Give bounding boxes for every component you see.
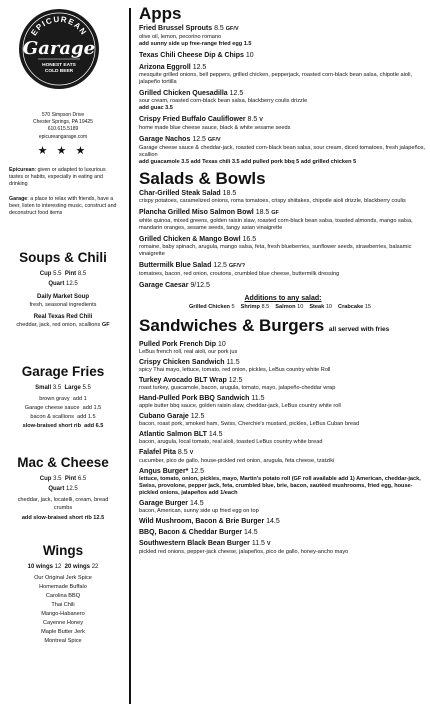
salad-item bbox=[139, 189, 427, 205]
wing-flavor: Carolina BBQ bbox=[45, 593, 81, 599]
item-desc: cheddar, jack, red onion, scallions bbox=[16, 322, 101, 328]
addition-price: 15 bbox=[364, 304, 372, 310]
sandwich-item bbox=[139, 517, 427, 526]
sandwiches-title: Sandwiches & Burgers bbox=[139, 316, 325, 335]
item-desc: Garage cheese sauce & cheddar-jack, roasted corn-black bean salsa, sour cream, diced tomatoes, fresh jalapeños, scallion bbox=[139, 145, 426, 158]
addition-price: 10 bbox=[325, 304, 333, 310]
item-name: Plancha Grilled Miso Salmon Bowl bbox=[139, 209, 254, 216]
item-name: Southwestern Black Bean Burger bbox=[139, 540, 250, 547]
sandwich-item bbox=[139, 394, 427, 410]
wings-title: Wings bbox=[42, 543, 84, 558]
apps-list bbox=[139, 24, 427, 166]
app-item bbox=[139, 63, 427, 86]
item-desc: romaine, baby spinach, arugula, mango salsa, feta, fresh blueberries, sunflower seeds, strawberries, balsamic vinaigrette bbox=[139, 244, 412, 257]
item-price: 10 bbox=[217, 341, 226, 348]
item-desc: LeBus french roll, real aioli, our pork jus bbox=[139, 349, 238, 355]
item-desc: bacon, roast pork, smoked ham, Swiss, Cherchie's mustard, pickles, LeBus Cuban bread bbox=[139, 421, 360, 427]
wings-section bbox=[0, 543, 126, 646]
wing-flavor: Mango-Habanero bbox=[41, 611, 85, 617]
item-price: 18.5 bbox=[255, 209, 270, 216]
item-price: 8.5 bbox=[214, 25, 224, 32]
item-tag: V bbox=[266, 541, 271, 547]
item-price: 12.5 bbox=[192, 136, 206, 143]
price-label: Quart bbox=[48, 486, 65, 492]
wing-flavor: Cayenne Honey bbox=[42, 620, 84, 626]
item-price: 14.5 bbox=[244, 529, 258, 536]
wing-flavor: Our Original Jerk Spice bbox=[34, 575, 92, 581]
address-city: Chester Springs, PA 19425 bbox=[33, 119, 93, 126]
item-name: Hand-Pulled Pork BBQ Sandwich bbox=[139, 395, 250, 402]
item-desc: roast turkey, guacamole, bacon, arugula, tomato, mayo, jalapeño-cheddar wrap bbox=[139, 385, 336, 391]
definition-epicurean bbox=[9, 167, 117, 188]
item-title bbox=[139, 539, 427, 549]
item-tag: GF/V? bbox=[228, 263, 246, 269]
item-name: BBQ, Bacon & Cheddar Burger bbox=[139, 529, 243, 536]
item-name: Crispy Fried Buffalo Cauliflower bbox=[139, 116, 246, 123]
wings-prices bbox=[0, 562, 126, 572]
fries-shortrib: slow-braised short rib add 6.5 bbox=[22, 423, 104, 429]
item-title bbox=[139, 528, 427, 537]
soups-prices-quart bbox=[0, 279, 126, 289]
right-column bbox=[139, 4, 427, 558]
price-value: 22 bbox=[91, 564, 99, 570]
item-desc: mesquite grilled onions, bell peppers, grilled chicken, pepperjack, roasted corn-black bean salsa, chipotle aioli, jalapeño tortilla bbox=[139, 72, 413, 85]
mac-prices-quart bbox=[0, 484, 126, 494]
item-desc: spicy Thai mayo, lettuce, tomato, red onion, pickles, LeBus country white Roll bbox=[139, 367, 331, 373]
item-name: Crispy Chicken Sandwich bbox=[139, 359, 225, 366]
item-name: Cubano Garaje bbox=[139, 413, 189, 420]
price-value: 3.5 bbox=[52, 385, 62, 391]
item-name: Arizona Eggroll bbox=[139, 64, 191, 71]
item-desc: apple butter bbq sauce, golden raisin slaw, cheddar-jack, LeBus country white roll bbox=[139, 403, 341, 409]
addition-name: Crabcake bbox=[338, 304, 364, 310]
logo-tagline-2: COLD BEER bbox=[44, 69, 74, 74]
salads-list bbox=[139, 189, 427, 290]
sandwich-item bbox=[139, 467, 427, 497]
item-title bbox=[139, 189, 427, 198]
item-add: add guac 3.5 bbox=[139, 105, 173, 111]
salad-item bbox=[139, 208, 427, 232]
item-title bbox=[139, 89, 427, 98]
addition-name: Salmon bbox=[275, 304, 296, 310]
item-price: 12.5 bbox=[213, 262, 227, 269]
addition-name: Grilled Chicken bbox=[188, 304, 230, 310]
sandwich-item bbox=[139, 412, 427, 428]
logo-tagline-1: HONEST EATS bbox=[42, 63, 76, 68]
salad-additions bbox=[139, 303, 427, 311]
item-desc: cucumber, pico de gallo, house-pickled red onion, arugula, feta cheese, tzatziki bbox=[139, 458, 335, 464]
item-title bbox=[139, 430, 427, 439]
item-name: Garage Nachos bbox=[139, 136, 191, 143]
wing-flavor: Homemade Buffalo bbox=[39, 584, 87, 590]
item-title bbox=[139, 517, 427, 526]
price-label: Pint bbox=[64, 271, 77, 277]
sandwich-item bbox=[139, 430, 427, 446]
item-title bbox=[139, 340, 427, 349]
item-price: 12.5 bbox=[192, 64, 207, 71]
column-divider bbox=[129, 8, 131, 704]
item-name: Grilled Chicken Quesadilla bbox=[139, 90, 228, 97]
item-title bbox=[139, 261, 427, 271]
soups-title: Soups & Chili bbox=[19, 250, 107, 265]
sandwich-item bbox=[139, 358, 427, 374]
item-title bbox=[139, 115, 427, 125]
sandwich-item bbox=[139, 376, 427, 392]
sandwich-item bbox=[139, 448, 427, 465]
item-title bbox=[139, 63, 427, 72]
item-name: Char-Grilled Steak Salad bbox=[139, 190, 221, 197]
item-name: Atlantic Salmon BLT bbox=[139, 431, 207, 438]
addition-price: 8.5 bbox=[261, 304, 270, 310]
item-tag: V bbox=[259, 117, 263, 123]
phone-number[interactable]: 610.615.5189 bbox=[47, 126, 79, 133]
item-name: Pulled Pork French Dip bbox=[139, 341, 217, 348]
item-price: 9/12.5 bbox=[190, 282, 210, 289]
item-price: 8.5 bbox=[177, 449, 188, 456]
price-label: Pint bbox=[64, 476, 77, 482]
item-name: Fried Brussel Sprouts bbox=[139, 25, 213, 32]
logo-top-text: EPICUREAN bbox=[29, 14, 89, 38]
addition-name: Shrimp bbox=[240, 304, 260, 310]
item-title bbox=[139, 412, 427, 421]
mac-section bbox=[0, 455, 126, 523]
item-desc: home made blue cheese sauce, black & white sesame seeds bbox=[139, 125, 291, 131]
item-name: Wild Mushroom, Bacon & Brie Burger bbox=[139, 518, 265, 525]
item-price: 12.5 bbox=[190, 468, 204, 475]
app-item bbox=[139, 115, 427, 132]
star-divider: ★ ★ ★ bbox=[37, 145, 89, 157]
item-title bbox=[139, 135, 427, 145]
price-label: Cup bbox=[39, 476, 52, 482]
salad-item bbox=[139, 235, 427, 258]
definition-term: Epicurean bbox=[9, 167, 35, 173]
salad-addition bbox=[309, 304, 332, 310]
item-desc: lettuce, tomato, onion, pickles, mayo, Martin's potato roll (GF roll available add 1) American, cheddar-jack, Swiss, provolone, pepper jack, feta, crumbled blue, brie, bacon, sautéed mushrooms, fried egg, house-pickled onions, jalapeños add 1/each bbox=[139, 476, 421, 496]
item-title bbox=[139, 448, 427, 458]
salad-addition bbox=[241, 304, 270, 310]
mac-title: Mac & Cheese bbox=[17, 455, 109, 470]
fries-section bbox=[0, 364, 126, 431]
sandwiches-list bbox=[139, 340, 427, 556]
item-title bbox=[139, 235, 427, 244]
app-item bbox=[139, 89, 427, 112]
daily-soup-desc: fresh, seasonal ingredients bbox=[29, 302, 97, 308]
definition-text: : a place to relax with friends, have a beer, listen to interesting music, construct and deconstruct food items bbox=[9, 196, 117, 216]
item-add: add sunny side up free-range fried egg 1.5 bbox=[139, 41, 252, 47]
item-name: Falafel Pita bbox=[139, 449, 176, 456]
item-title bbox=[139, 499, 427, 508]
item-title bbox=[139, 51, 427, 60]
item-title bbox=[139, 358, 427, 367]
item-name: Grilled Chicken & Mango Bowl bbox=[139, 236, 241, 243]
item-name: Garage Caesar bbox=[139, 282, 189, 289]
item-desc: white quinoa, mixed greens, golden raisin slaw, roasted corn-black bean salsa, toasted almonds, mango salsa, mandarin oranges, sesame seeds, tangy asian vinaigrette bbox=[139, 218, 413, 231]
epicurean-garage-logo bbox=[18, 8, 100, 90]
item-desc: olive oil, lemon, pecorino romano bbox=[139, 34, 222, 40]
sandwich-item bbox=[139, 340, 427, 356]
wing-flavor-list bbox=[0, 574, 126, 646]
item-name: Turkey Avocado BLT Wrap bbox=[139, 377, 227, 384]
logo-name: Garage bbox=[22, 38, 96, 59]
item-price: 16.5 bbox=[242, 236, 257, 243]
item-name: Buttermilk Blue Salad bbox=[139, 262, 212, 269]
price-value: 12.5 bbox=[66, 486, 78, 492]
item-name: Texas Chili Cheese Dip & Chips bbox=[139, 52, 244, 59]
price-label: Large bbox=[64, 385, 81, 391]
mac-add: add slow-braised short rib 12.5 bbox=[21, 515, 105, 521]
salads-title: Salads & Bowls bbox=[139, 169, 266, 188]
price-value: 12.5 bbox=[66, 281, 78, 287]
item-desc: pickled red onions, pepper-jack cheese, jalapeños, pico de gallo, honey-ancho mayo bbox=[139, 549, 349, 555]
item-desc: bacon, arugula, local tomato, real aioli, toasted LeBus country white bread bbox=[139, 439, 323, 445]
item-tag: V bbox=[189, 450, 194, 456]
item-title bbox=[139, 394, 427, 403]
price-value: 12 bbox=[54, 564, 62, 570]
item-price: 12.5 bbox=[229, 90, 244, 97]
wing-flavor: Maple Butter Jerk bbox=[41, 629, 85, 635]
salad-item bbox=[139, 261, 427, 278]
item-price: 14.5 bbox=[189, 500, 204, 507]
price-value: 5.5 bbox=[53, 271, 62, 277]
item-price: 14.5 bbox=[208, 431, 223, 438]
daily-soup bbox=[0, 292, 126, 302]
soups-prices bbox=[0, 269, 126, 279]
salad-addition bbox=[338, 304, 371, 310]
address-street: 570 Simpson Drive bbox=[41, 112, 85, 118]
item-price: 18.5 bbox=[222, 190, 237, 197]
addition-price: 5 bbox=[231, 304, 235, 310]
price-value: 5.5 bbox=[82, 385, 91, 391]
item-title bbox=[139, 24, 427, 34]
price-label: Quart bbox=[48, 281, 65, 287]
price-label: 20 wings bbox=[64, 564, 91, 570]
item-price: 11.5 bbox=[251, 395, 265, 402]
price-value: 3.5 bbox=[53, 476, 62, 482]
app-item bbox=[139, 24, 427, 48]
definition-text: : given or adapted to luxurious tastes or habits, especially in eating and drinking bbox=[9, 167, 106, 187]
soups-section bbox=[0, 250, 126, 329]
texas-chili bbox=[0, 312, 126, 322]
item-price: 11.5 bbox=[226, 359, 240, 366]
texas-chili-desc bbox=[0, 322, 126, 329]
app-item bbox=[139, 51, 427, 60]
item-desc: sour cream, roasted corn-black bean salsa, blackberry coulis drizzle bbox=[139, 98, 308, 104]
website-link[interactable]: epicureangarage.com bbox=[38, 133, 88, 140]
item-name: Garage Burger bbox=[139, 500, 189, 507]
sandwich-item bbox=[139, 499, 427, 515]
fries-prices bbox=[0, 383, 126, 393]
price-label: Cup bbox=[39, 271, 52, 277]
address-block bbox=[0, 112, 126, 141]
salad-addition bbox=[189, 304, 235, 310]
item-tag: GF bbox=[271, 210, 279, 216]
price-label: 10 wings bbox=[27, 564, 53, 570]
left-column bbox=[0, 0, 126, 709]
salad-item bbox=[139, 281, 427, 290]
definition-garage bbox=[9, 196, 117, 217]
item-price: 11.5 bbox=[251, 540, 265, 547]
salad-addition bbox=[275, 304, 303, 310]
wing-flavor: Thai Chili bbox=[51, 602, 75, 608]
addition-name: Steak bbox=[309, 304, 325, 310]
price-value: 8.5 bbox=[77, 271, 87, 277]
item-tag: GF/V bbox=[207, 137, 221, 143]
sandwich-item bbox=[139, 539, 427, 556]
item-name: Real Texas Red Chili bbox=[33, 314, 93, 320]
item-name: Daily Market Soup bbox=[36, 294, 89, 300]
item-price: 12.5 bbox=[190, 413, 205, 420]
item-desc: tomatoes, bacon, red onion, croutons, crumbled blue cheese, buttermilk dressing bbox=[139, 271, 340, 277]
item-desc: crispy potatoes, caramelized onions, roma tomatoes, crispy shiitakes, chipotle aioli drizzle, blackberry coulis bbox=[139, 198, 406, 204]
sandwich-item bbox=[139, 528, 427, 537]
item-price: 12.5 bbox=[228, 377, 243, 384]
mac-desc: cheddar, jack, locatelli, cream, bread crumbs bbox=[17, 497, 109, 511]
wing-flavor: Montreal Spice bbox=[44, 638, 82, 644]
price-label: Small bbox=[35, 385, 52, 391]
item-price: 8.5 bbox=[247, 116, 258, 123]
fries-extra: brown gravy add 1 bbox=[39, 396, 87, 402]
item-desc: bacon, American, sunny side up fried egg on top bbox=[139, 508, 259, 514]
item-price: 10 bbox=[245, 52, 254, 59]
definition-term: Garage bbox=[9, 196, 28, 202]
item-title bbox=[139, 376, 427, 385]
salad-additions-title: Additions to any salad: bbox=[244, 295, 322, 302]
app-item bbox=[139, 135, 427, 166]
item-add: add guacamole 3.5 add Texas chili 3.5 add pulled pork bbq 5 add grilled chicken 5 bbox=[139, 159, 357, 165]
fries-extra: bacon & scallions add 1.5 bbox=[30, 414, 96, 420]
addition-price: 10 bbox=[297, 304, 304, 310]
sandwiches-subtitle: all served with fries bbox=[328, 326, 390, 333]
item-tag: GF/V bbox=[225, 26, 239, 32]
sandwiches-header bbox=[139, 316, 427, 340]
mac-prices bbox=[0, 474, 126, 484]
item-name: Angus Burger* bbox=[139, 468, 189, 475]
fries-extra: Garage cheese sauce add 1.5 bbox=[24, 405, 102, 411]
gf-tag: GF bbox=[101, 322, 110, 328]
item-price: 14.5 bbox=[266, 518, 280, 525]
apps-title: Apps bbox=[139, 4, 182, 23]
item-title bbox=[139, 467, 427, 476]
item-title bbox=[139, 281, 427, 290]
price-value: 6.5 bbox=[77, 476, 87, 482]
item-title bbox=[139, 208, 427, 218]
fries-title: Garage Fries bbox=[21, 364, 105, 379]
